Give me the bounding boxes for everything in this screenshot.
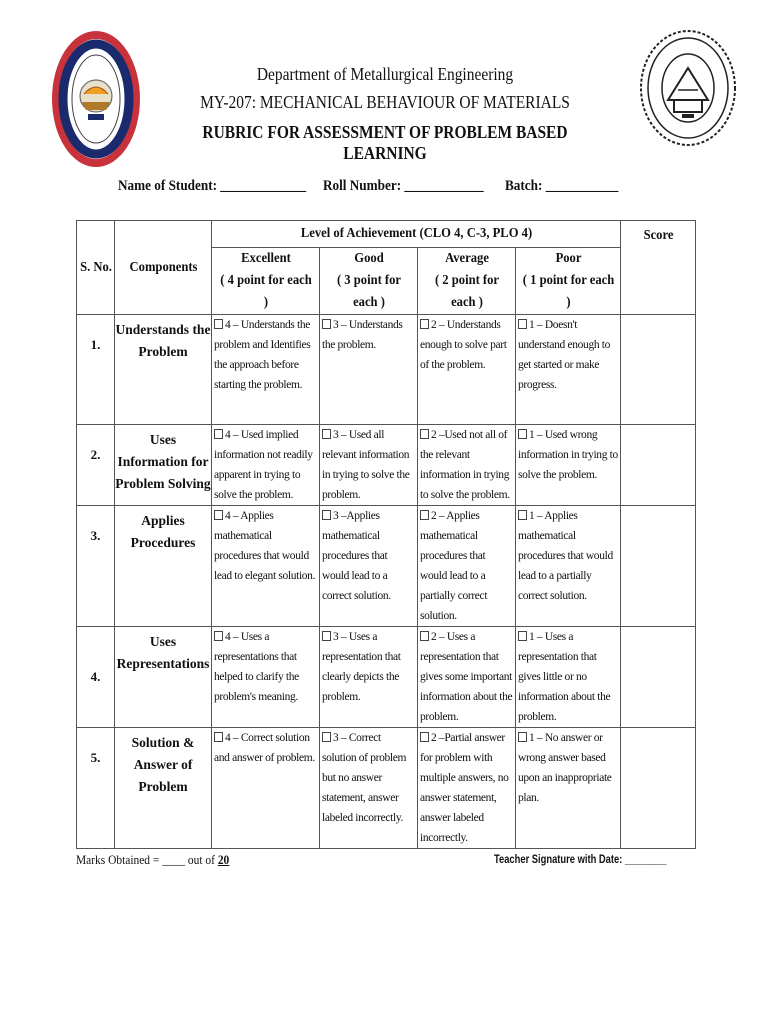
criterion-cell[interactable]: 2 – Uses a representation that gives some important information about the problem.	[418, 627, 516, 728]
marks-total: 20	[217, 852, 230, 867]
checkbox-icon[interactable]	[322, 429, 331, 439]
checkbox-icon[interactable]	[214, 510, 223, 520]
checkbox-icon[interactable]	[518, 631, 527, 641]
row-number: 2.	[77, 425, 115, 506]
checkbox-icon[interactable]	[214, 732, 223, 742]
department-name: Department of Metallurgical Engineering	[256, 64, 514, 84]
table-row	[77, 425, 696, 506]
checkbox-icon[interactable]	[518, 319, 527, 329]
checkbox-icon[interactable]	[322, 510, 331, 520]
score-cell[interactable]	[621, 728, 696, 849]
checkbox-icon[interactable]	[420, 732, 429, 742]
score-cell[interactable]	[621, 506, 696, 627]
score-cell[interactable]	[621, 425, 696, 506]
checkbox-icon[interactable]	[214, 631, 223, 641]
component-name: Uses Representations	[115, 627, 212, 728]
level-excellent: Excellent ( 4 point for each )	[217, 248, 314, 315]
criterion-cell[interactable]: 4 – Uses a representations that helped to clarify the problem's meaning.	[212, 627, 320, 728]
table-row	[77, 506, 696, 627]
criterion-cell[interactable]: 2 – Applies mathematical procedures that would lead to a partially correct solution.	[418, 506, 516, 627]
checkbox-icon[interactable]	[322, 631, 331, 641]
criterion-cell[interactable]: 2 –Used not all of the relevant information in trying to solve the problem.	[418, 425, 516, 506]
row-number: 3.	[77, 506, 115, 627]
checkbox-icon[interactable]	[420, 429, 429, 439]
components-header: Components	[119, 221, 206, 315]
criterion-cell[interactable]: 4 – Understands the problem and Identifies the approach before starting the problem.	[212, 315, 320, 425]
marks-obtained	[76, 852, 229, 868]
level-good: Good ( 3 point for each )	[324, 248, 412, 315]
criterion-cell[interactable]: 4 – Used implied information not readily apparent in trying to solve the problem.	[212, 425, 320, 506]
level-header: Level of Achievement (CLO 4, C-3, PLO 4)	[232, 221, 600, 248]
checkbox-icon[interactable]	[322, 319, 331, 329]
table-row	[77, 627, 696, 728]
level-poor: Poor ( 1 point for each )	[521, 248, 616, 315]
row-number: 4.	[77, 627, 115, 728]
table-row	[77, 728, 696, 849]
criterion-cell[interactable]: 2 –Partial answer for problem with multiple answers, no answer statement, answer labeled incorrectly.	[418, 728, 516, 849]
level-average: Average ( 2 point for each )	[422, 248, 510, 315]
score-cell[interactable]	[621, 315, 696, 425]
checkbox-icon[interactable]	[518, 732, 527, 742]
criterion-cell[interactable]: 3 – Uses a representation that clearly depicts the problem.	[320, 627, 418, 728]
sno-header: S. No.	[78, 221, 112, 315]
criterion-cell[interactable]: 2 – Understands enough to solve part of the problem.	[418, 315, 516, 425]
score-header: Score	[624, 221, 692, 315]
criterion-cell[interactable]: 3 – Correct solution of problem but no answer statement, answer labeled incorrectly.	[320, 728, 418, 849]
criterion-cell[interactable]: 3 – Used all relevant information in trying to solve the problem.	[320, 425, 418, 506]
criterion-cell[interactable]: 1 – Applies mathematical procedures that would lead to a partially correct solution.	[516, 506, 621, 627]
teacher-signature[interactable]: Teacher Signature with Date: ________	[494, 852, 667, 866]
component-name: Uses Information for Problem Solving	[115, 425, 212, 506]
row-number: 1.	[77, 315, 115, 425]
university-logo	[638, 28, 738, 148]
component-name: Solution & Answer of Problem	[115, 728, 212, 849]
department-logo	[50, 28, 142, 170]
rubric-title: RUBRIC FOR ASSESSMENT OF PROBLEM BASED LEARNING	[202, 122, 568, 163]
student-name-field[interactable]: Name of Student: _____________	[118, 178, 307, 194]
marks-prefix: Marks Obtained = ____ out of	[76, 852, 215, 867]
checkbox-icon[interactable]	[420, 510, 429, 520]
roll-number-field[interactable]: Roll Number: ____________	[323, 178, 484, 194]
checkbox-icon[interactable]	[214, 429, 223, 439]
criterion-cell[interactable]: 3 – Understands the problem.	[320, 315, 418, 425]
criterion-cell[interactable]: 1 – Doesn't understand enough to get started or make progress.	[516, 315, 621, 425]
criterion-cell[interactable]: 4 – Applies mathematical procedures that would lead to elegant solution.	[212, 506, 320, 627]
table-row	[77, 315, 696, 425]
batch-field[interactable]: Batch: ___________	[505, 178, 619, 194]
checkbox-icon[interactable]	[518, 510, 527, 520]
rubric-table	[76, 220, 696, 849]
criterion-cell[interactable]: 4 – Correct solution and answer of problem.	[212, 728, 320, 849]
checkbox-icon[interactable]	[420, 319, 429, 329]
row-number: 5.	[77, 728, 115, 849]
checkbox-icon[interactable]	[518, 429, 527, 439]
criterion-cell[interactable]: 1 – Uses a representation that gives little or no information about the problem.	[516, 627, 621, 728]
criterion-cell[interactable]: 3 –Applies mathematical procedures that would lead to a correct solution.	[320, 506, 418, 627]
checkbox-icon[interactable]	[214, 319, 223, 329]
component-name: Understands the Problem	[115, 315, 212, 425]
criterion-cell[interactable]: 1 – No answer or wrong answer based upon an inappropriate plan.	[516, 728, 621, 849]
course-title: MY-207: MECHANICAL BEHAVIOUR OF MATERIALS	[200, 92, 570, 112]
checkbox-icon[interactable]	[322, 732, 331, 742]
checkbox-icon[interactable]	[420, 631, 429, 641]
score-cell[interactable]	[621, 627, 696, 728]
component-name: Applies Procedures	[115, 506, 212, 627]
criterion-cell[interactable]: 1 – Used wrong information in trying to solve the problem.	[516, 425, 621, 506]
